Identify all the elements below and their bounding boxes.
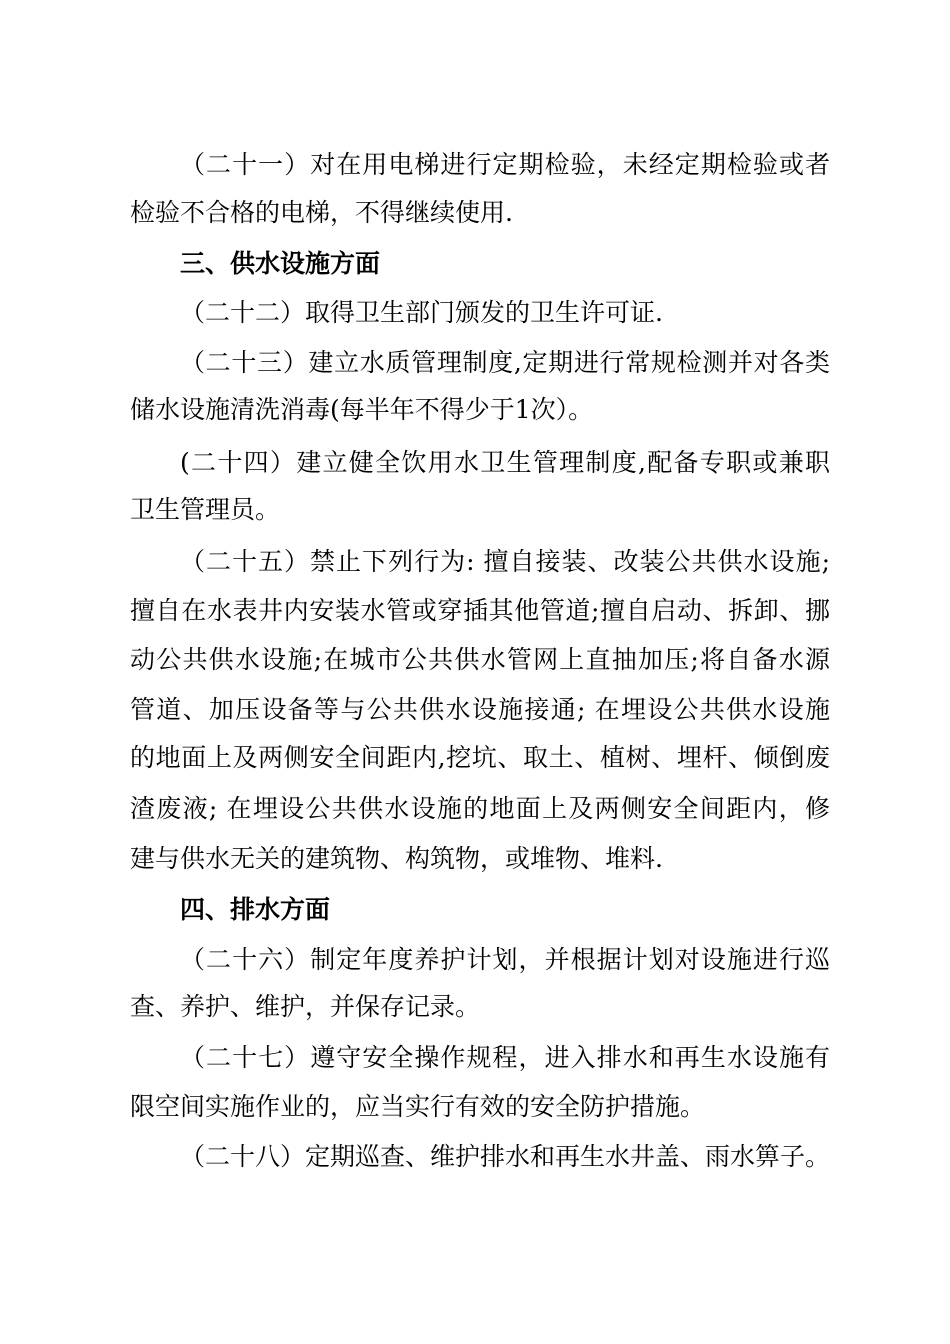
paragraph-28-line-1: （二十八）定期巡查、维护排水和再生水井盖、雨水箅子。 [180,1142,831,1171]
section-heading-drainage: 四、排水方面 [180,895,331,924]
section-heading-water-supply: 三、供水设施方面 [180,249,381,278]
paragraph-25-line-5: 的地面上及两侧安全间距内,挖坑、取土、植树、埋杆、倾倒废 [130,743,830,772]
paragraph-26-line-2: 查、养护、维护，并保存记录。 [130,992,481,1021]
paragraph-25-line-7: 建与供水无关的建筑物、构筑物，或堆物、堆料. [130,844,663,873]
paragraph-27-line-2: 限空间实施作业的，应当实行有效的安全防护措施。 [130,1092,706,1121]
paragraph-25-line-3: 动公共供水设施;在城市公共供水管网上直抽加压;将自备水源 [130,645,830,674]
paragraph-22-line-1: （二十二）取得卫生部门颁发的卫生许可证. [180,298,663,327]
paragraph-24-line-1: (二十四）建立健全饮用水卫生管理制度,配备专职或兼职 [180,448,830,477]
paragraph-25-line-4: 管道、加压设备等与公共供水设施接通; 在埋设公共供水设施 [130,695,830,724]
paragraph-25-line-6: 渣废液; 在埋设公共供水设施的地面上及两侧安全间距内，修 [130,794,830,823]
paragraph-23-line-2: 储水设施清洗消毒(每半年不得少于1次）。 [130,395,594,424]
paragraph-25-line-2: 擅自在水表井内安装水管或穿插其他管道;擅自启动、拆卸、挪 [130,596,830,625]
paragraph-27-line-1: （二十七）遵守安全操作规程，进入排水和再生水设施有 [180,1043,830,1072]
paragraph-26-line-1: （二十六）制定年度养护计划，并根据计划对设施进行巡 [180,945,830,974]
paragraph-23-line-1: （二十三）建立水质管理制度,定期进行常规检测并对各类 [180,348,830,377]
paragraph-21-line-2: 检验不合格的电梯，不得继续使用. [130,198,513,227]
paragraph-21-line-1: （二十一）对在用电梯进行定期检验，未经定期检验或者 [180,150,830,179]
paragraph-24-line-2: 卫生管理员。 [130,495,281,524]
paragraph-25-line-1: （二十五）禁止下列行为: 擅自接装、改装公共供水设施; [180,547,830,576]
